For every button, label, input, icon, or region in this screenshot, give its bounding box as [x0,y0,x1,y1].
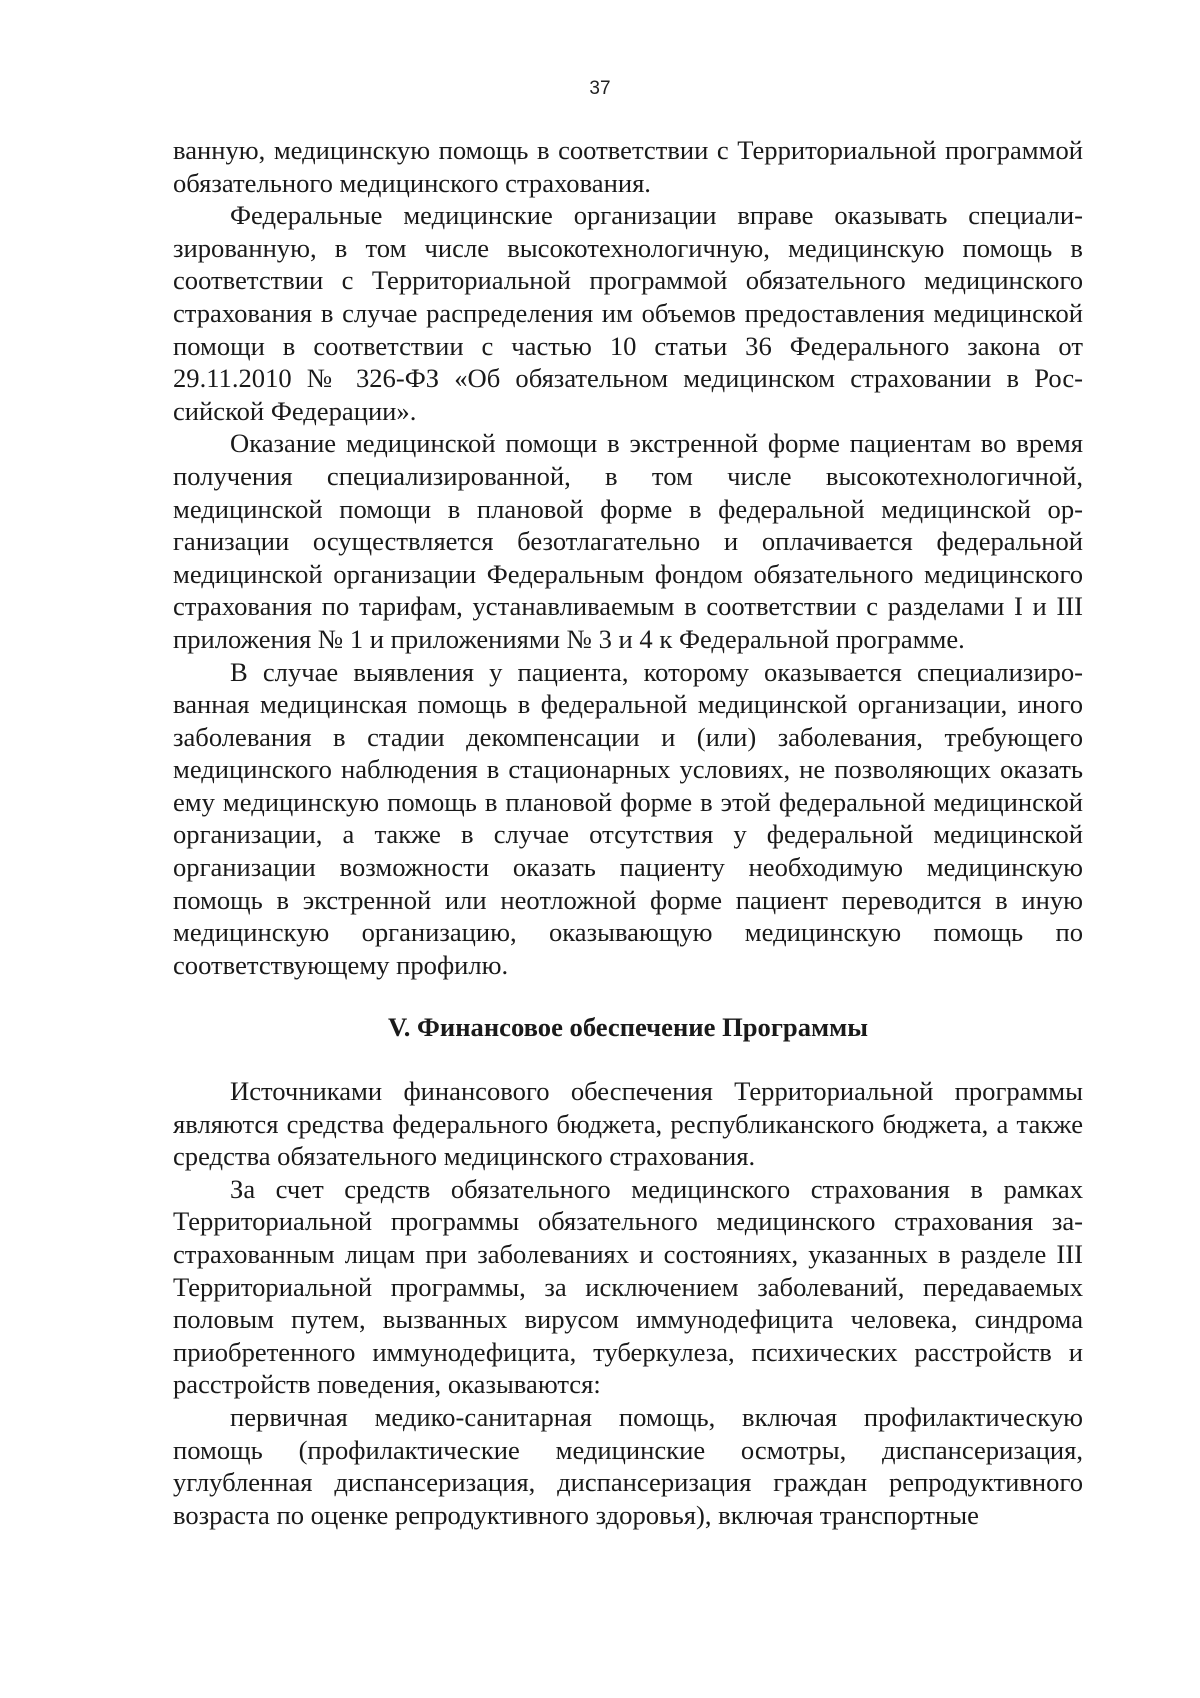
paragraph-continued: ванную, медицинскую помощь в соответствии с Территориальной программой обязательного медицинского страхования. [173,135,1083,198]
paragraph-funding-sources: Источниками финансового обеспечения Территориальной программы являются средства федерального бюджета, республиканского бюджета, а также средства обязательного медицинского страхования. [173,1076,1083,1172]
paragraph-primary-care: первичная медико-санитарная помощь, включая профилактическую помощь (профилактические медицинские осмотры, диспансеризация, углубленная диспансеризация, диспансеризация граждан репродуктивного возраста по оценке репродуктивного здоровья), включая транспортные [173,1401,1083,1530]
paragraph-federal-organizations: Федеральные медицинские организации вправе оказывать специализированную, в том числе высокотехнологичную, медицинскую помощь в соответствии с Территориальной программой обязательного медицинского страхования в случае распределения им объемов предоставления медицинской помощи в соответствии с частью 10 статьи 36 Федерального закона от 29.11.2010 № 326-ФЗ «Об обязательном медицинском страховании в Российской Федерации». [173,200,1083,426]
document-body [173,134,1083,1531]
page-number: 37 [589,78,611,99]
paragraph-oms-coverage: За счет средств обязательного медицинского страхования в рамках Территориальной программы обязательного медицинского страхования застрахованным лицам при заболеваниях и состояниях, указанных в разделе III Территориальной программы, за исключением заболеваний, передаваемых половым путем, вызванных вирусом иммунодефицита человека, синдрома приобретенного иммунодефицита, туберкулеза, психических расстройств и расстройств поведения, оказываются: [173,1173,1083,1400]
paragraph-patient-transfer: В случае выявления у пациента, которому оказывается специализированная медицинская помощь в федеральной медицинской организации, иного заболевания в стадии декомпенсации и (или) заболевания, требующего медицинского наблюдения в стационарных условиях, не позволяющих оказать ему медицинскую помощь в плановой форме в этой федеральной медицинской организации, а также в случае отсутствия у федеральной медицинской организации возможности оказать пациенту необходимую медицинскую помощь в экстренной или неотложной форме пациент переводится в иную медицинскую организацию, оказывающую медицинскую помощь по соответствующему профилю. [173,656,1083,980]
paragraph-emergency-care: Оказание медицинской помощи в экстренной форме пациентам во время получения специализированной, в том числе высокотехнологичной, медицинской помощи в плановой форме в федеральной медицинской организации осуществляется безотлагательно и оплачивается федеральной медицинской организации Федеральным фондом обязательного медицинского страхования по тарифам, устанавливаемым в соответствии с разделами I и III приложения № 1 и приложениями № 3 и 4 к Федеральной программе. [173,428,1083,654]
section-heading: V. Финансовое обеспечение Программы [387,1012,868,1043]
